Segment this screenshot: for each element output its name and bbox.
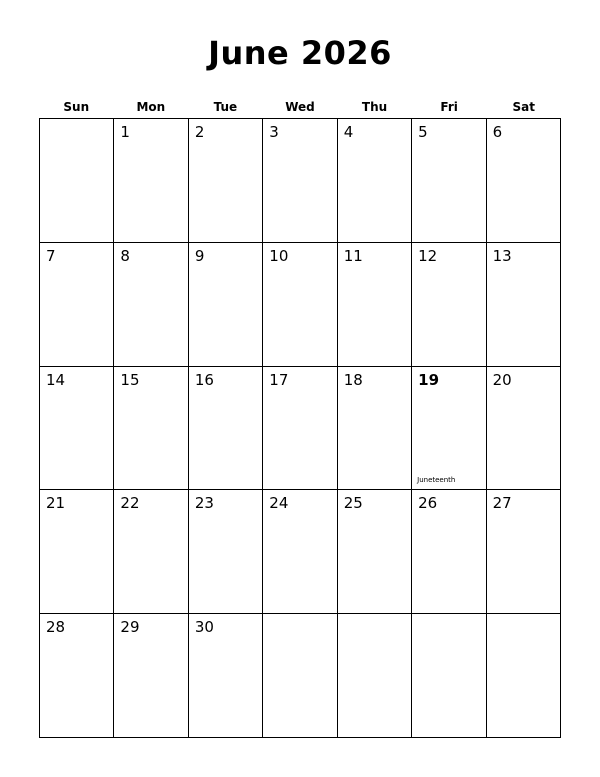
day-number: 9 [194, 246, 205, 265]
day-number: 18 [343, 370, 363, 389]
day-cell [338, 119, 412, 243]
weekday-thu: Thu [361, 100, 388, 114]
calendar-grid [39, 118, 561, 738]
day-cell [487, 614, 561, 738]
day-number: 4 [343, 123, 354, 141]
day-cell [40, 490, 114, 614]
weekday-fri: Fri [440, 100, 458, 114]
day-cell [412, 243, 486, 367]
weekday-header-row [39, 99, 561, 117]
day-number: 20 [492, 370, 512, 389]
day-cell [114, 490, 188, 614]
day-cell [412, 490, 486, 614]
day-number: 13 [492, 246, 512, 265]
day-cell [189, 367, 263, 491]
day-number: 26 [418, 494, 438, 513]
calendar-title: June 2026 [208, 34, 392, 72]
day-cell [487, 243, 561, 367]
day-cell [263, 119, 337, 243]
day-cell [40, 119, 114, 243]
day-cell [40, 243, 114, 367]
day-cell-holiday [412, 367, 486, 491]
day-number: 3 [269, 123, 279, 141]
weekday-wed: Wed [285, 100, 315, 114]
day-cell [487, 119, 561, 243]
day-cell [114, 614, 188, 738]
day-number: 29 [120, 618, 140, 637]
day-cell [189, 119, 263, 243]
weekday-tue: Tue [213, 100, 238, 114]
day-number: 14 [46, 370, 66, 389]
day-number: 23 [194, 494, 214, 513]
day-number-holiday: 19 [418, 370, 440, 389]
day-number: 5 [418, 123, 428, 141]
day-cell [338, 367, 412, 491]
day-number: 2 [194, 123, 205, 141]
day-number: 16 [194, 370, 214, 389]
day-cell [487, 490, 561, 614]
weekday-mon: Mon [136, 100, 166, 114]
day-number: 8 [120, 246, 130, 265]
day-number: 17 [269, 370, 289, 389]
day-number: 6 [492, 123, 503, 141]
day-cell [189, 243, 263, 367]
day-number: 25 [343, 494, 363, 513]
weekday-sun: Sun [63, 100, 90, 114]
day-number: 15 [120, 370, 140, 389]
day-cell [412, 119, 486, 243]
day-cell [40, 367, 114, 491]
day-cell [189, 614, 263, 738]
day-cell [114, 367, 188, 491]
day-cell [263, 243, 337, 367]
day-cell [338, 614, 412, 738]
day-cell [114, 119, 188, 243]
day-number: 22 [120, 494, 140, 513]
day-number: 10 [269, 246, 289, 265]
day-cell [263, 490, 337, 614]
day-cell [487, 367, 561, 491]
day-cell [263, 614, 337, 738]
day-cell [114, 243, 188, 367]
day-number: 30 [194, 618, 214, 637]
day-number: 1 [120, 123, 130, 141]
day-number: 28 [46, 618, 66, 637]
day-cell [338, 490, 412, 614]
day-number: 24 [269, 494, 289, 513]
holiday-label: Juneteenth [417, 476, 456, 485]
day-number: 27 [492, 494, 512, 513]
day-number: 7 [46, 246, 56, 265]
day-number: 12 [418, 246, 438, 265]
day-cell [40, 614, 114, 738]
day-number: 21 [46, 494, 66, 513]
day-cell [338, 243, 412, 367]
day-number: 11 [343, 246, 363, 265]
day-cell [412, 614, 486, 738]
weekday-sat: Sat [512, 100, 535, 114]
day-cell [263, 367, 337, 491]
day-cell [189, 490, 263, 614]
